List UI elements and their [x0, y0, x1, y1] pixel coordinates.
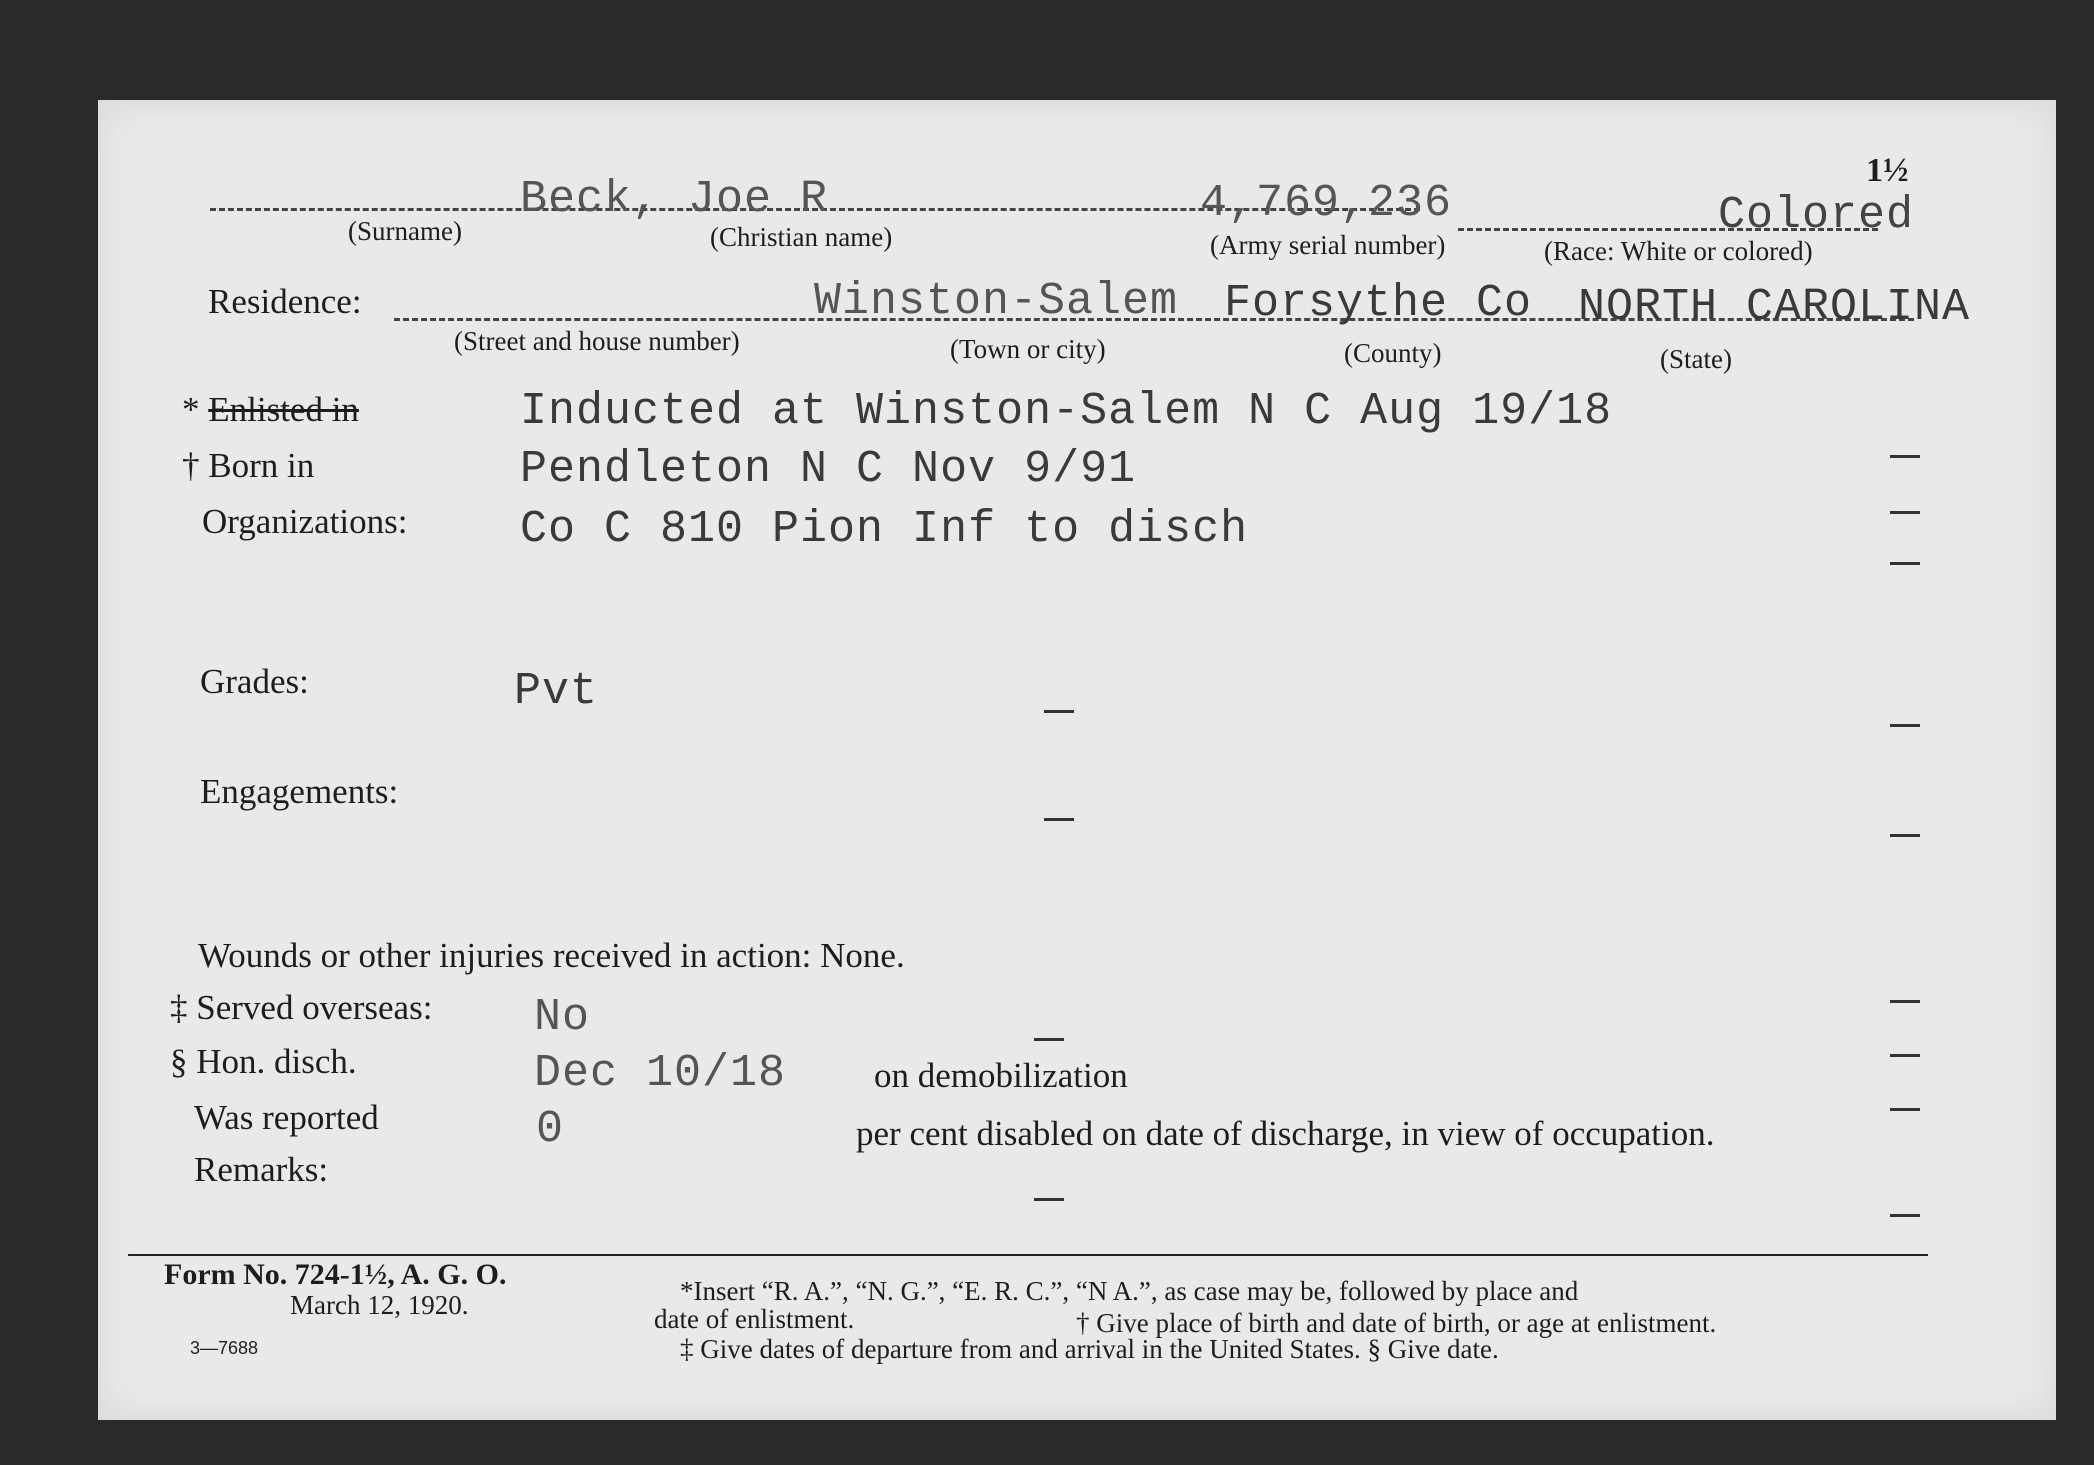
grades-value: Pvt [514, 666, 599, 717]
overseas-row [170, 988, 432, 1028]
tick-mark [1890, 1054, 1920, 1057]
tick-mark [1890, 562, 1920, 565]
surname-label: (Surname) [348, 216, 462, 246]
born-mark: † [182, 446, 200, 485]
serial-value: 4,769,236 [1200, 178, 1453, 229]
footnote-enlistment-date: date of enlistment. [654, 1304, 855, 1334]
enlisted-label: Enlisted in [208, 390, 359, 429]
overseas-value: No [534, 992, 591, 1043]
organizations-label: Organizations: [202, 502, 408, 541]
enlisted-value: Inducted at Winston-Salem N C Aug 19/18 [520, 386, 1613, 437]
race-value: Colored [1718, 190, 1915, 241]
tick-mark [1034, 1038, 1064, 1041]
overseas-mark: ‡ [170, 988, 188, 1027]
tick-mark [1044, 710, 1074, 713]
residence-label: Residence: [208, 282, 362, 321]
county-label: (County) [1344, 338, 1442, 368]
enlisted-mark: * [182, 390, 200, 429]
tick-mark [1890, 834, 1920, 837]
wounds-label: Wounds or other injuries received in action: [198, 936, 812, 975]
tick-mark [1034, 1198, 1064, 1201]
born-label: Born in [208, 446, 315, 485]
state-value: NORTH CAROLINA [1578, 282, 1971, 333]
hon-disch-label: Hon. disch. [196, 1042, 357, 1081]
street-label: (Street and house number) [454, 326, 740, 356]
footnote-overseas: ‡ Give dates of departure from and arrival in the United States. § Give date. [680, 1334, 1499, 1364]
race-label: (Race: White or colored) [1544, 236, 1813, 266]
hon-disch-mark: § [170, 1042, 188, 1081]
state-label: (State) [1660, 344, 1732, 374]
hon-disch-suffix: on demobilization [874, 1056, 1128, 1095]
reported-suffix: per cent disabled on date of discharge, in view of occupation. [856, 1114, 1715, 1153]
serial-label: (Army serial number) [1210, 230, 1446, 260]
engagements-label: Engagements: [200, 772, 399, 811]
wounds-value: None. [820, 936, 905, 975]
tick-mark [1890, 455, 1920, 458]
organizations-value: Co C 810 Pion Inf to disch [520, 504, 1249, 555]
hon-disch-row [170, 1042, 357, 1082]
wounds-row [198, 936, 905, 976]
overseas-label: Served overseas: [196, 988, 433, 1027]
county-value: Forsythe Co [1224, 278, 1533, 329]
print-code: 3—7688 [190, 1338, 259, 1358]
tick-mark [1890, 511, 1920, 514]
tick-mark [1890, 1108, 1920, 1111]
born-row [182, 446, 314, 486]
grades-label: Grades: [200, 662, 309, 701]
footnote-birth: † Give place of birth and date of birth, or age at enlistment. [1076, 1308, 1717, 1338]
hon-disch-value: Dec 10/18 [534, 1048, 787, 1099]
town-label: (Town or city) [950, 334, 1106, 364]
footnote-insert: *Insert “R. A.”, “N. G.”, “E. R. C.”, “N A.”, as case may be, followed by place and [680, 1276, 1579, 1306]
christian-name-label: (Christian name) [710, 222, 893, 252]
reported-label: Was reported [194, 1098, 379, 1137]
born-value: Pendleton N C Nov 9/91 [520, 444, 1137, 495]
tick-mark [1890, 724, 1920, 727]
footer-rule [128, 1254, 1928, 1256]
enlisted-row [182, 390, 359, 430]
tick-mark [1890, 1214, 1920, 1217]
form-number: Form No. 724-1½, A. G. O. [164, 1258, 507, 1291]
form-date: March 12, 1920. [290, 1290, 469, 1320]
name-value: Beck, Joe R [520, 174, 829, 225]
remarks-label: Remarks: [194, 1150, 329, 1189]
town-value: Winston-Salem [814, 276, 1179, 327]
tick-mark [1044, 818, 1074, 821]
page-number: 1½ [1866, 152, 1909, 189]
record-card [98, 100, 2056, 1420]
reported-value: 0 [536, 1104, 565, 1155]
tick-mark [1890, 1000, 1920, 1003]
